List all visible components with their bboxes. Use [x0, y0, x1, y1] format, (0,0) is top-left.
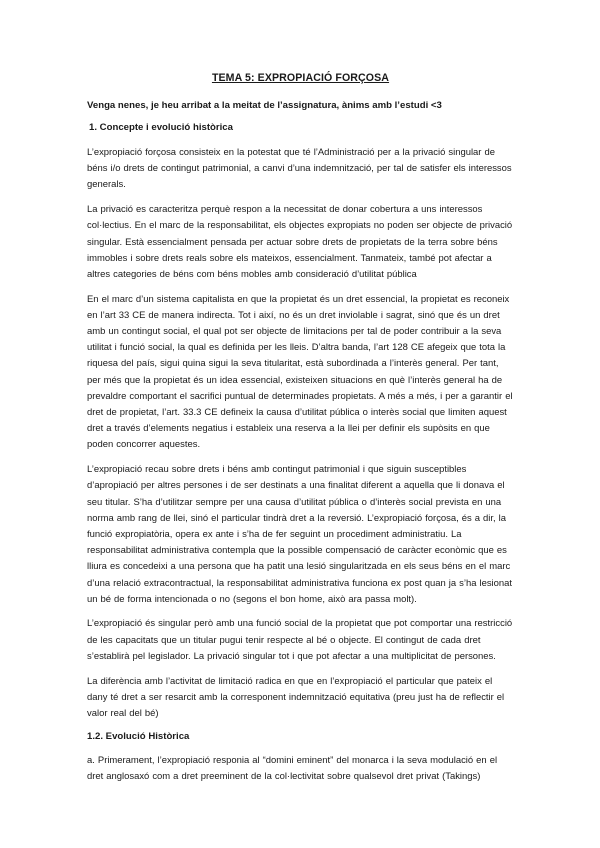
- intro-line: Venga nenes, je heu arribat a la meitat de l’assignatura, ànims amb l’estudi <3: [87, 100, 442, 111]
- paragraph-drets-bens: L’expropiació recau sobre drets i béns amb contingut patrimonial i que siguin susceptibles d’apropiació per altres persones i de ser destinats a una finalitat diferent a aquella que li donava el seu titular. S’ha d’utilitzar sempre per una causa d’utilitat pública o d’interès social prevista en una norma amb rang de llei, sinó el particular tindrà dret a la reversió. L’expropiació forçosa, és a dir, la funció expropiatòria, opera ex ante i s’ha de fer seguint un procediment administratiu. La responsabilitat administrativa contempla que la possible compensació de caràcter econòmic que es lliura es concedeixi a una persona que ha patit una lesió singularitzada en els seus béns en el marc d’una relació extracontractual, la responsabilitat administrativa funciona ex post quan ja s’ha lesionat un bé de forma intencionada o no (segons el bon home, això ara passa molt).: [87, 464, 513, 605]
- paragraph-diferencia: La diferència amb l’activitat de limitació radica en que en l’expropiació el particular que pateix el dany té dret a ser resarcit amb la corresponent indemnització equitativa (preu just ha de reflectir el valor real del bé): [87, 675, 505, 719]
- section-heading-evolucio: 1.2. Evolució Històrica: [87, 730, 190, 742]
- paragraph-privacio: La privació es caracteritza perquè respon a la necessitat de donar cobertura a uns interessos col·lectius. En el marc de la responsabilitat, els objectes expropiats no poden ser objecte de privació singular. Està essencialment pensada per actuar sobre drets de propietats de la terra sobre béns immobles i sobre drets reals sobre els mateixos, essencialment. Tanmateix, també pot afectar a altres categories de béns com béns mobles amb consideració d’utilitat pública: [87, 204, 513, 280]
- paragraph-definicio: L’expropiació forçosa consisteix en la potestat que té l’Administració per a la privació singular de béns i/o drets de contingut patrimonial, a canvi d’una indemnització, per tal de satisfer els interessos generals.: [87, 147, 512, 191]
- section-heading-concepte: 1. Concepte i evolució històrica: [89, 122, 233, 133]
- paragraph-singular: L’expropiació és singular però amb una funció social de la propietat que pot comportar una restricció de les capacitats que un titular pugui tenir respecte al bé o objecte. El contingut de cada dret s’establirà pel legislador. La privació singular tot i que pot afectar a una multiplicitat de persones.: [87, 618, 513, 662]
- paragraph-propietat: En el marc d’un sistema capitalista en que la propietat és un dret essencial, la propietat es reconeix en l’art 33 CE de manera indirecta. Tot i així, no és un dret inviolable i sagrat, sinó que és un dret amb un contingut social, el qual pot ser objecte de limitacions per tal de poder contribuir a la seva utilitat i funció social, la qual es definida per les lleis. D’altra banda, l’art 128 CE afegeix que tota la riquesa del país, sigui quina sigui la seva titularitat, està subordinada a l’interès general. Per tant, per més que la propietat és un idea essencial, existeixen situacions en què l’interès general ha de prevaldre comportant el sacrifici puntual de determinades propietats. A més a més, i per a garantir el dret de propietat, l’art. 33.3 CE defineix la causa d’utilitat pública o interès social que limiten aquest dret a través d’elements negatius i estableix una reserva a la llei per definir els supòsits en que poden concorrer aquestes.: [87, 293, 513, 451]
- document-title: TEMA 5: EXPROPIACIÓ FORÇOSA: [211, 72, 390, 84]
- paragraph-domini-eminent: a. Primerament, l’expropiació responia al “domini eminent” del monarca i la seva modulació en el dret anglosaxó com a dret preeminent de la col·lectivitat sobre qualsevol dret privat (Takings): [87, 754, 498, 782]
